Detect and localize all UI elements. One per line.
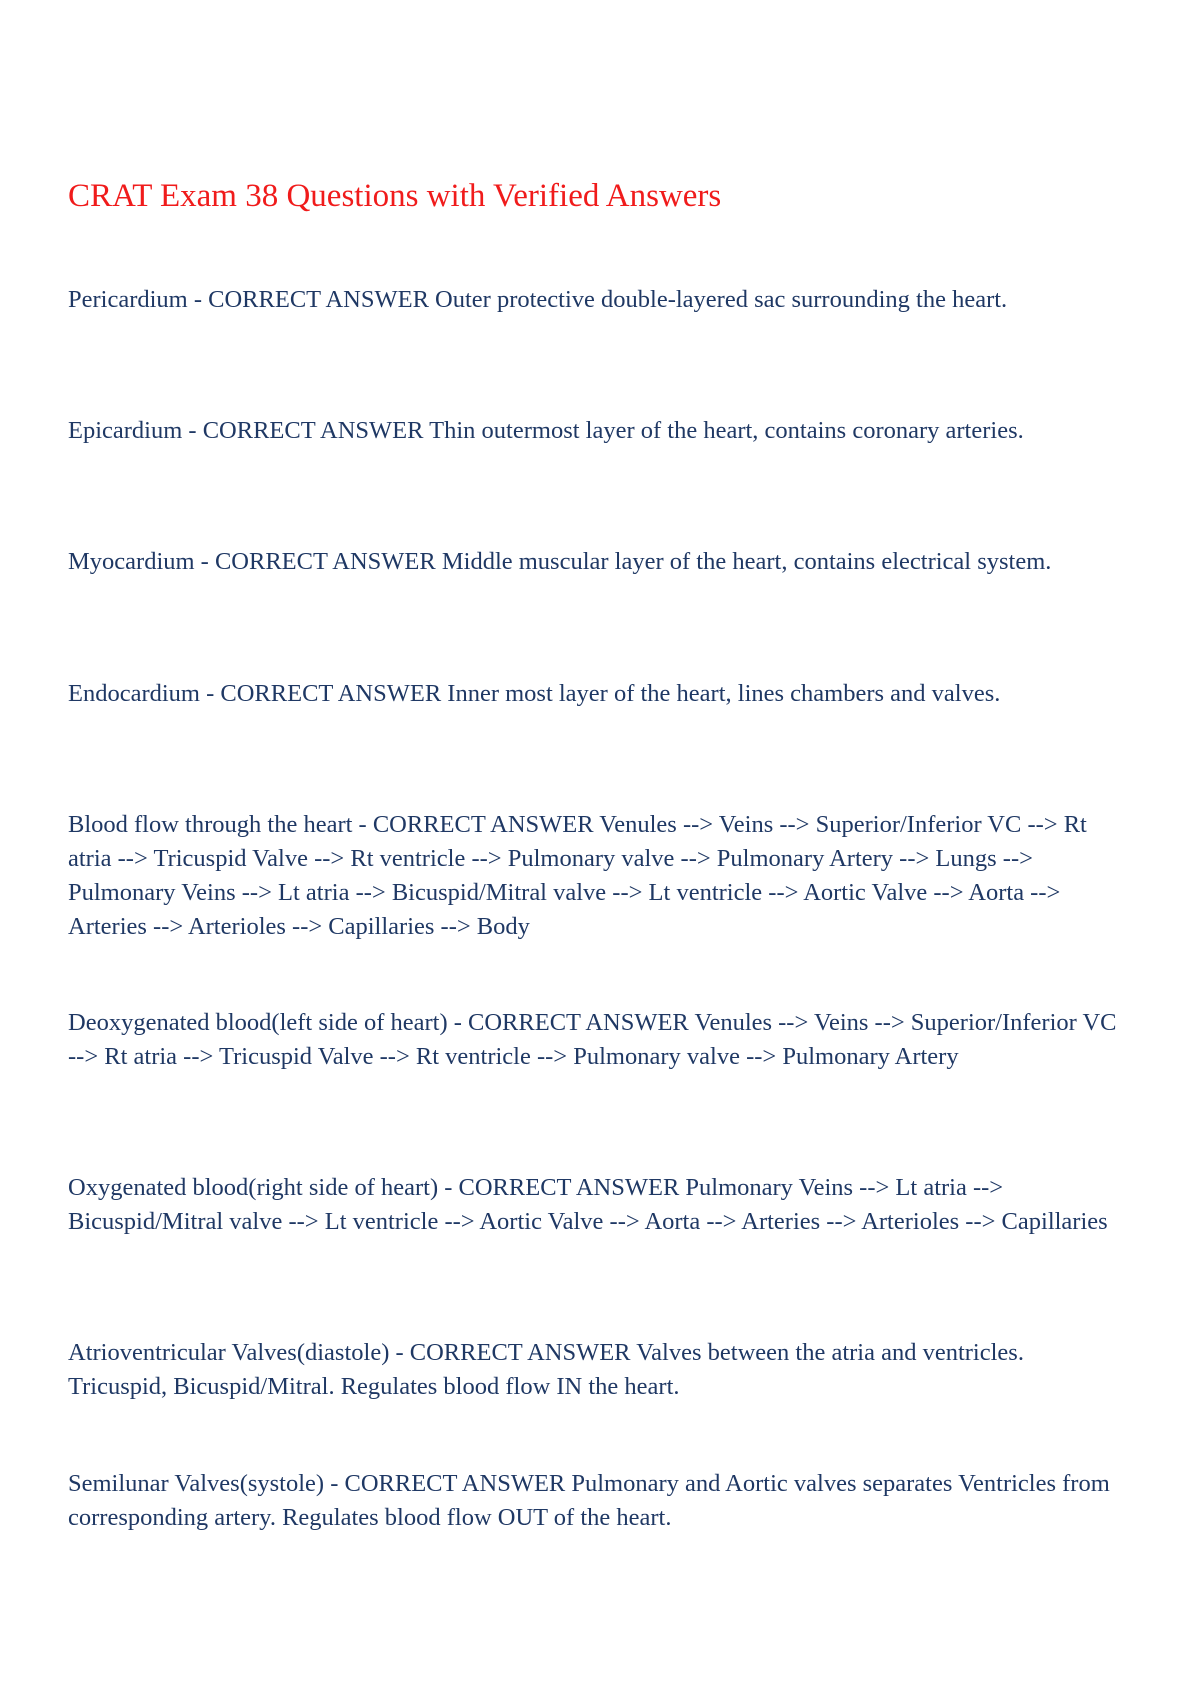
document-title: CRAT Exam 38 Questions with Verified Answers — [68, 178, 722, 214]
qa-entry-oxygenated-blood: Oxygenated blood(right side of heart) - CORRECT ANSWER Pulmonary Veins --> Lt atria --> Bicuspid/Mitral valve --> Lt ventricle --> Aortic Valve --> Aorta --> Arteries --> Arterioles --> Capillaries — [68, 1174, 1108, 1235]
qa-entry-semilunar-valves: Semilunar Valves(systole) - CORRECT ANSWER Pulmonary and Aortic valves separates Ventricles from corresponding artery. Regulates blood flow OUT of the heart. — [68, 1470, 1110, 1531]
qa-entry-endocardium: Endocardium - CORRECT ANSWER Inner most layer of the heart, lines chambers and valves. — [68, 680, 1001, 707]
qa-entry-myocardium: Myocardium - CORRECT ANSWER Middle muscular layer of the heart, contains electrical system. — [68, 548, 1052, 575]
qa-entry-av-valves: Atrioventricular Valves(diastole) - CORRECT ANSWER Valves between the atria and ventricles. Tricuspid, Bicuspid/Mitral. Regulates blood flow IN the heart. — [68, 1339, 1024, 1400]
qa-entry-blood-flow: Blood flow through the heart - CORRECT ANSWER Venules --> Veins --> Superior/Inferior VC --> Rt atria --> Tricuspid Valve --> Rt ventricle --> Pulmonary valve --> Pulmonary Artery --> Lungs --> Pulmonary Veins --> Lt atria --> Bicuspid/Mitral valve --> Lt ventricle --> Aortic Valve --> Aorta --> Arteries --> Arterioles --> Capillaries --> Body — [68, 811, 1087, 940]
qa-entry-epicardium: Epicardium - CORRECT ANSWER Thin outermost layer of the heart, contains coronary arteries. — [68, 417, 1024, 444]
qa-entry-pericardium: Pericardium - CORRECT ANSWER Outer protective double-layered sac surrounding the heart. — [68, 286, 1008, 313]
qa-entry-deoxygenated-blood: Deoxygenated blood(left side of heart) - CORRECT ANSWER Venules --> Veins --> Superior/Inferior VC --> Rt atria --> Tricuspid Valve --> Rt ventricle --> Pulmonary valve --> Pulmonary Artery — [68, 1009, 1117, 1070]
